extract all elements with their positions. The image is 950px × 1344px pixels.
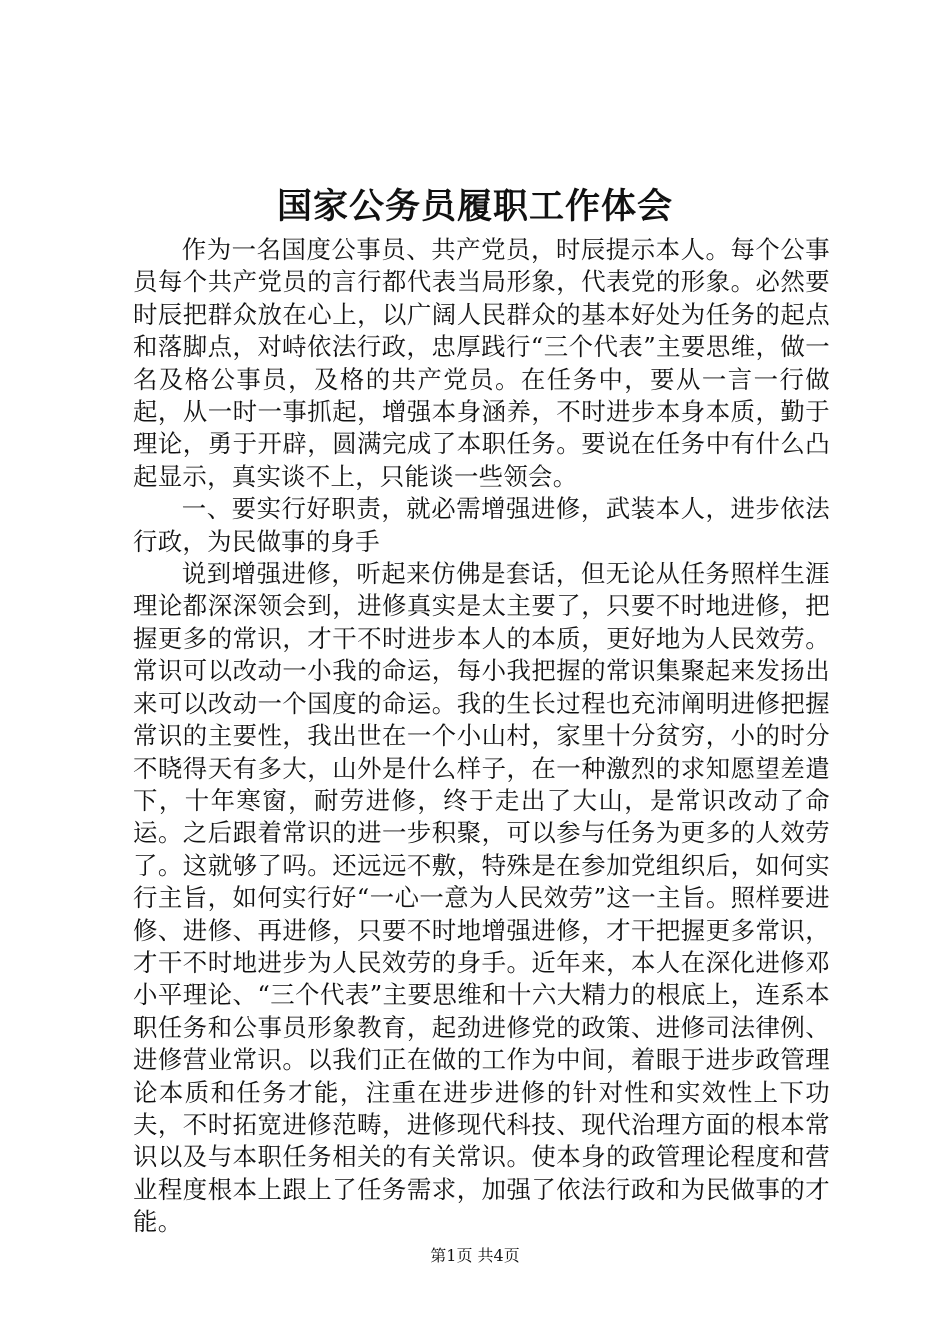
page-footer: 第1页 共4页 xyxy=(430,1246,520,1265)
page-title: 国家公务员履职工作体会 xyxy=(276,186,673,227)
paragraph-section-heading: 一、要实行好职责，就必需增强进修，武装本人，进步依法行政，为民做事的身手 xyxy=(133,494,830,556)
paragraph-intro: 作为一名国度公事员、共产党员，时辰提示本人。每个公事员每个共产党员的言行都代表当局形象，代表党的形象。必然要时辰把群众放在心上，以广阔人民群众的基本好处为任务的起点和落脚点，对峙依法行政，忠厚践行“三个代表”主要思维，做一名及格公事员，及格的共产党员。在任务中，要从一言一行做起，从一时一事抓起，增强本身涵养，不时进步本身本质，勤于理论，勇于开辟，圆满完成了本职任务。要说在任务中有什么凸起显示，真实谈不上，只能谈一些领会。 xyxy=(133,235,830,491)
paragraph-study: 说到增强进修，听起来仿佛是套话，但无论从任务照样生涯理论都深深领会到，进修真实是太主要了，只要不时地进修，把握更多的常识，才干不时进步本人的本质，更好地为人民效劳。常识可以改动一小我的命运，每小我把握的常识集聚起来发扬出来可以改动一个国度的命运。我的生长过程也充沛阐明进修把握常识的主要性，我出世在一个小山村，家里十分贫穷，小的时分不晓得天有多大，山外是什么样子，在一种激烈的求知愿望差遣下，十年寒窗，耐劳进修，终于走出了大山，是常识改动了命运。之后跟着常识的进一步积聚，可以参与任务为更多的人效劳了。这就够了吗。还远远不敷，特殊是在参加党组织后，如何实行主旨，如何实行好“一心一意为人民效劳”这一主旨。照样要进修、进修、再进修，只要不时地增强进修，才干把握更多常识，才干不时地进步为人民效劳的身手。近年来，本人在深化进修邓小平理论、“三个代表”主要思维和十六大精力的根底上，连系本职任务和公事员形象教育，起劲进修党的政策、进修司法律例、进修营业常识。以我们正在做的工作为中间，着眼于进步政管理论本质和任务才能，注重在进步进修的针对性和实效性上下功夫，不时拓宽进修范畴，进修现代科技、现代治理方面的根本常识以及与本职任务相关的有关常识。使本身的政管理论程度和营业程度根本上跟上了任务需求，加强了依法行政和为民做事的才能。 xyxy=(133,559,830,1237)
document-body xyxy=(133,234,830,1239)
